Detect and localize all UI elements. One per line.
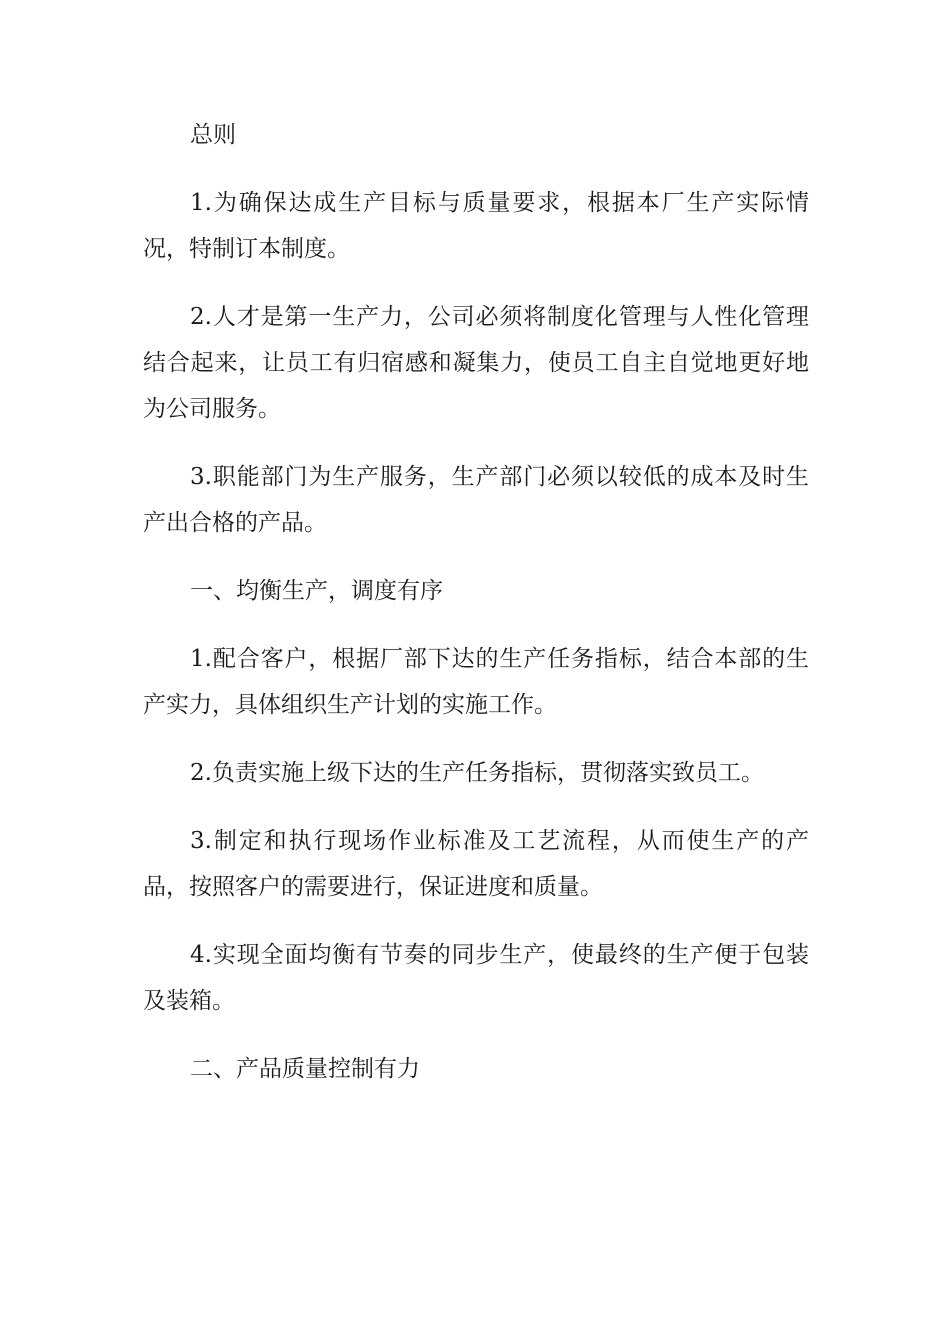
paragraph-1-3: 3.制定和执行现场作业标准及工艺流程，从而使生产的产品，按照客户的需要进行，保证进度和质量。 [143, 828, 809, 900]
paragraph-2: 2.人才是第一生产力，公司必须将制度化管理与人性化管理结合起来，让员工有归宿感和凝集力，使员工自主自觉地更好地为公司服务。 [143, 304, 809, 422]
paragraph-3: 3.职能部门为生产服务，生产部门必须以较低的成本及时生产出合格的产品。 [143, 464, 809, 536]
paragraph-1-1: 1.配合客户，根据厂部下达的生产任务指标，结合本部的生产实力，具体组织生产计划的实施工作。 [143, 646, 809, 718]
paragraph-1-4: 4.实现全面均衡有节奏的同步生产，使最终的生产便于包装及装箱。 [143, 942, 809, 1014]
document-body [143, 112, 809, 1114]
paragraph-1: 1.为确保达成生产目标与质量要求，根据本厂生产实际情况，特制订本制度。 [143, 190, 809, 262]
section-title-general: 总则 [190, 122, 236, 148]
paragraph-1-2: 2.负责实施上级下达的生产任务指标，贯彻落实致员工。 [190, 760, 764, 786]
section-heading-1: 一、均衡生产，调度有序 [190, 578, 443, 604]
section-heading-2: 二、产品质量控制有力 [190, 1056, 420, 1082]
